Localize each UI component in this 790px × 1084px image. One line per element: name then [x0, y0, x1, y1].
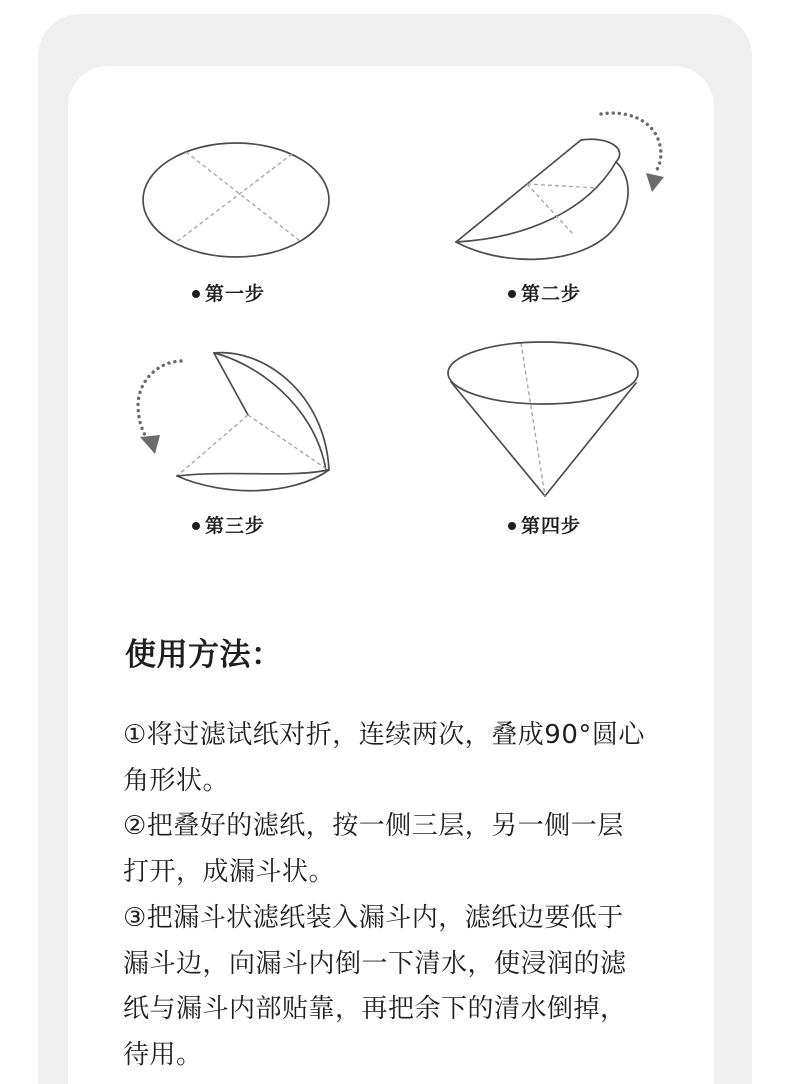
open-arrow-dotted-path	[138, 361, 181, 437]
instruction-line: ①将过滤试纸对折，连续两次，叠成90°圆心	[123, 720, 645, 750]
step-4-cone-rim	[448, 342, 638, 404]
step-2-fold-crease	[527, 184, 598, 188]
step-3-fold-crease	[248, 415, 328, 470]
step-4-label-text: 第四步	[521, 515, 582, 537]
step-3-diagram	[138, 353, 329, 491]
step-3-top-layer-edge	[177, 470, 328, 476]
instruction-step-1	[123, 713, 645, 804]
step-2-straight-edge	[456, 140, 581, 242]
step-3-straight-edge	[214, 353, 248, 415]
step-4-label	[508, 515, 581, 537]
step-2-label	[508, 283, 581, 305]
step-1-fold-crease	[186, 152, 300, 241]
instruction-step-3	[123, 896, 645, 1079]
fold-arrow-head	[646, 173, 664, 192]
step-3-outer-edge	[214, 353, 329, 470]
instruction-line: 纸与漏斗内部贴靠，再把余下的清水倒掉，	[123, 994, 627, 1025]
open-arrow-head	[140, 435, 160, 454]
step-1-label-text: 第一步	[205, 283, 266, 305]
step-1-diagram	[143, 143, 329, 257]
instruction-line: ②把叠好的滤纸，按一侧三层，另一侧一层	[123, 811, 624, 842]
step-4-cone-left-side	[451, 382, 545, 496]
usage-instructions	[123, 713, 645, 1079]
bullet-icon	[192, 522, 200, 530]
step-2-inner-edge	[456, 162, 616, 242]
dotted-curved-arrow-icon	[601, 113, 664, 192]
step-3-inner-edge	[214, 353, 326, 470]
dotted-curved-arrow-icon	[138, 361, 181, 454]
step-3-fold-crease	[177, 415, 248, 476]
usage-heading: 使用方法：	[125, 637, 283, 673]
instruction-line: 打开，成漏斗状。	[123, 857, 336, 888]
step-2-outer-edge	[456, 162, 628, 259]
step-3-label-text: 第三步	[205, 515, 266, 537]
step-2-folded-flap	[581, 139, 620, 162]
bullet-icon	[508, 290, 516, 298]
step-1-round-filter-paper	[143, 143, 329, 257]
step-2-label-text: 第二步	[521, 283, 582, 305]
step-2-diagram	[456, 113, 664, 259]
bullet-icon	[508, 522, 516, 530]
instruction-line: 角形状。	[123, 765, 230, 796]
step-3-label	[192, 515, 265, 537]
step-1-label	[192, 283, 265, 305]
step-1-fold-crease	[175, 154, 292, 243]
instruction-step-2	[123, 804, 645, 895]
step-4-diagram	[448, 342, 638, 496]
instruction-line: 待用。	[123, 1039, 203, 1070]
instruction-line: ③把漏斗状滤纸装入漏斗内，滤纸边要低于	[123, 902, 624, 933]
step-4-fold-crease	[521, 343, 545, 496]
bullet-icon	[192, 290, 200, 298]
instruction-line: 漏斗边，向漏斗内倒一下清水，使浸润的滤	[123, 948, 627, 979]
